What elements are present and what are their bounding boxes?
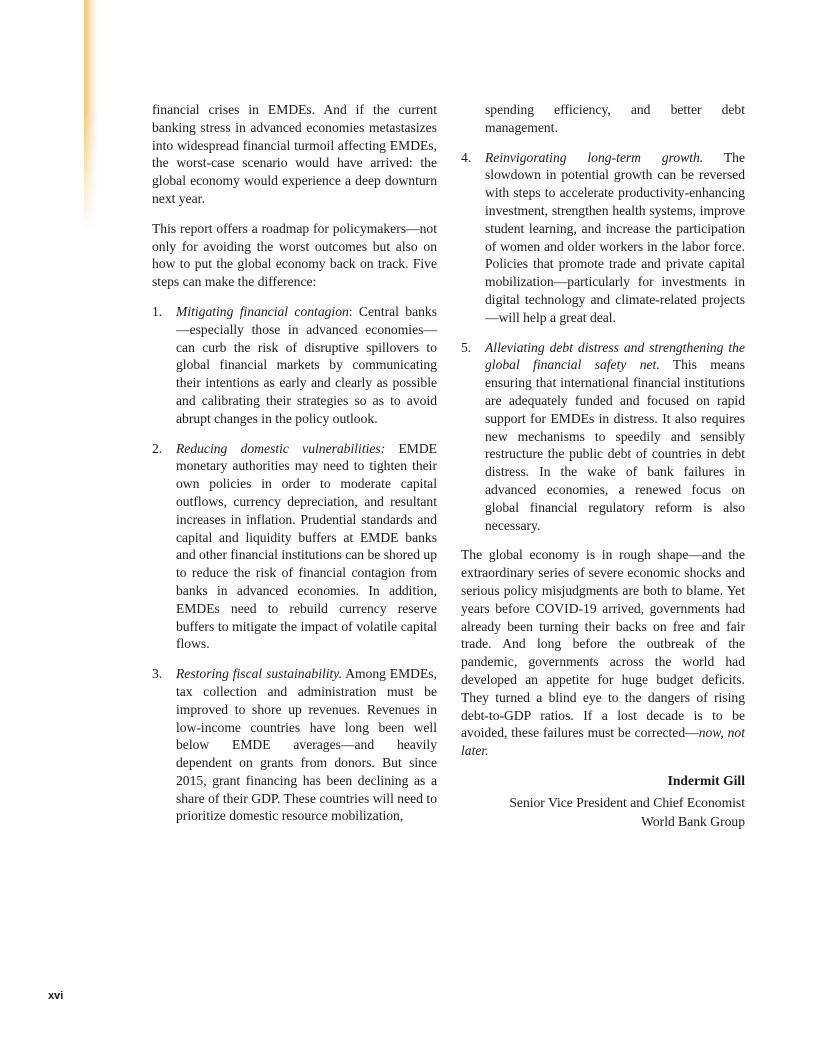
page-number: xvi [48,990,64,1002]
list-item-text: EMDE monetary authorities may need to tighten their own policies in order to moderate capital outflows, currency depreciation, and resultant increases in inflation. Prudential standards and capital and liquidity buffers at EMDE banks and other financial institutions can be shored up to reduce the risk of financial contagion from banks in advanced economies. In addition, EMDEs need to rebuild currency reserve buffers to mitigate the impact of volatile capital flows. [176,440,437,652]
list-item-text: The slowdown in potential growth can be reversed with steps to accelerate productivity-enhancing investment, strengthen health systems, improve student learning, and increase the participation of women and older workers in the labor force. Policies that promote trade and private capital mobilization—particularly for investments in digital technology and climate-related projects—will help a great deal. [485,149,745,325]
list-item-text: Central banks—especially those in advanced economies—can curb the risk of disruptive spillovers to global financial markets by communicating their intentions as early and clearly as possible and calibrating their strategies so as to avoid abrupt changes in the policy outlook. [176,303,437,426]
list-item [461,339,745,535]
signature-organization: World Bank Group [641,814,745,830]
signature-name: Indermit Gill [667,772,745,788]
left-column [152,101,437,837]
decorative-accent-bar [84,0,98,232]
steps-list [152,303,437,825]
closing-paragraph [461,546,745,760]
list-item [461,149,745,327]
closing-emphasis: now, not later. [461,725,745,759]
steps-list-continued [461,149,745,535]
closing-text: The global economy is in rough shape—and the extraordinary series of severe economic shocks and serious policy misjudgments are both to blame. Yet years before COVID-19 arrived, governments had already been turning their backs on free and fair trade. And long before the outbreak of the pandemic, governments across the world had developed an appetite for huge budget deficits. They turned a blind eye to the dangers of rising debt-to-GDP ratios. If a lost decade is to be avoided, these failures must be corrected— [461,547,745,741]
signature-block [461,772,745,831]
list-item-continuation: spending efficiency, and better debt management. [485,102,745,135]
list-item-text: Among EMDEs, tax collection and administration must be improved to shore up revenues. Revenues in low-income countries have long been well below EMDE averages—and heavily dependent on grants from donors. But since 2015, grant financing has been declining as a share of their GDP. These countries will need to prioritize domestic resource mobilization, [176,666,437,824]
list-number: 5. [461,339,472,355]
body-paragraph: financial crises in EMDEs. And if the current banking stress in advanced economies metastasizes into widespread financial turmoil affecting EMDEs, the worst-case scenario would have arrived: the global economy would experience a deep downturn next year. [152,102,437,206]
list-item-heading: Alleviating debt distress and strengthening the global financial safety net. [485,339,745,373]
list-number: 1. [152,303,163,319]
list-item [152,303,437,428]
list-item-heading: Mitigating financial contagion [176,303,349,319]
right-column [461,101,745,833]
list-item-text: This means ensuring that international financial institutions are adequately funded and focused on rapid support for EMDEs in distress. It also requires new mechanisms to speedily and sensibly restructure the public debt of countries in debt distress. In the wake of bank failures in advanced economies, a renewed focus on global financial regulatory reform is also necessary. [485,357,745,533]
list-item [152,440,437,654]
list-item-heading: Restoring fiscal sustainability. [176,666,342,682]
body-paragraph: This report offers a roadmap for policymakers—not only for avoiding the worst outcomes but also on how to put the global economy back on track. Five steps can make the difference: [152,220,437,290]
list-item [152,665,437,825]
signature-title: Senior Vice President and Chief Economist [509,794,745,810]
list-number: 2. [152,440,163,456]
list-number: 4. [461,149,472,165]
list-item-separator: : [348,303,353,319]
list-item-heading: Reinvigorating long-term growth. [485,149,704,165]
list-item-heading: Reducing domestic vulnerabilities: [176,440,386,456]
list-number: 3. [152,666,163,682]
